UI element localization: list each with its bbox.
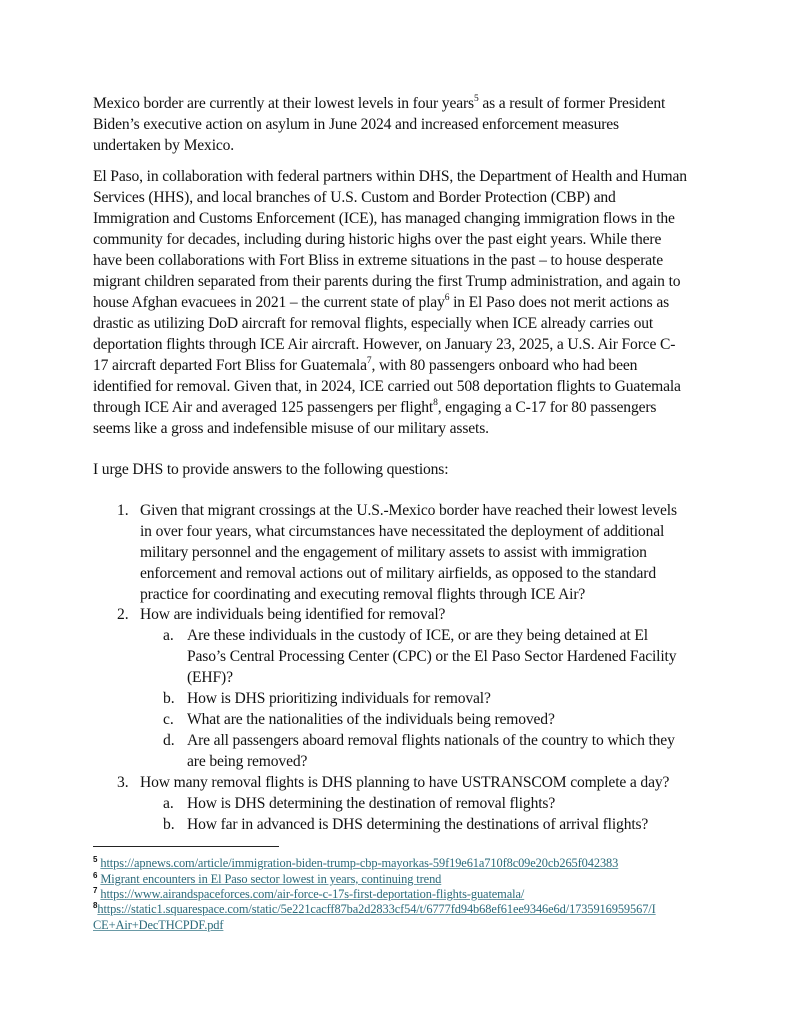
- footnote-number: 5: [93, 854, 98, 864]
- text-line: community for decades, including during historic highs over the past eight years. While there: [93, 231, 662, 248]
- list-marker: a.: [163, 627, 174, 644]
- text-line: undertaken by Mexico.: [93, 137, 235, 154]
- text-line: Given that migrant crossings at the U.S.-Mexico border have reached their lowest levels: [140, 502, 677, 519]
- text-line: Are all passengers aboard removal flights nationals of the country to which they: [187, 732, 675, 749]
- footnote-separator: [93, 846, 279, 847]
- footnote-ref-8[interactable]: 8: [433, 397, 438, 408]
- footnote-ref-7[interactable]: 7: [366, 355, 372, 366]
- list-marker: 1.: [117, 502, 129, 519]
- text-line: Are these individuals in the custody of ICE, or are they being detained at El: [187, 627, 648, 644]
- questions-intro: I urge DHS to provide answers to the following questions:: [93, 461, 449, 478]
- text-line: How is DHS prioritizing individuals for removal?: [187, 690, 491, 707]
- text-line: El Paso, in collaboration with federal partners within DHS, the Department of Health and Human: [93, 168, 687, 185]
- text-line: Immigration and Customs Enforcement (ICE), has managed changing immigration flows in the: [93, 210, 675, 227]
- footnote-link[interactable]: https://www.airandspaceforces.com/air-force-c-17s-first-deportation-flights-guatemala/: [100, 887, 525, 901]
- footnote-number: 7: [93, 885, 98, 895]
- text-line: deportation flights through ICE Air aircraft. However, on January 23, 2025, a U.S. Air Force C-: [93, 336, 676, 353]
- text-line: Paso’s Central Processing Center (CPC) or the El Paso Sector Hardened Facility: [187, 648, 677, 665]
- text-line: enforcement and removal actions out of military airfields, as opposed to the standard: [140, 565, 656, 582]
- footnote-link[interactable]: https://apnews.com/article/immigration-biden-trump-cbp-mayorkas-59f19e61a710f8c09e20cb265f042383: [100, 856, 619, 870]
- text-line: have been collaborations with Fort Bliss in extreme situations in the past – to house desperate: [93, 252, 663, 269]
- text-line: 17 aircraft departed Fort Bliss for Guatemala$^7$, with 80 passengers onboard who had been: [93, 355, 638, 374]
- text-line: Mexico border are currently at their lowest levels in four years$^5$ as a result of former President: [93, 93, 666, 112]
- footnote-ref-6[interactable]: 6: [444, 292, 450, 303]
- text-line: How far in advanced is DHS determining the destinations of arrival flights?: [187, 816, 649, 833]
- footnote-link[interactable]: Migrant encounters in El Paso sector lowest in years, continuing trend: [100, 872, 442, 886]
- list-marker: 3.: [117, 774, 129, 791]
- text-line: migrant children separated from their parents during the first Trump administration, and again to: [93, 273, 681, 290]
- text-line: through ICE Air and averaged 125 passengers per flight$^8$, engaging a C-17 for 80 passengers: [93, 397, 657, 416]
- text-line: (EHF)?: [187, 669, 233, 686]
- list-marker: d.: [163, 732, 175, 749]
- text-line: identified for removal. Given that, in 2024, ICE carried out 508 deportation flights to Guatemala: [93, 378, 681, 395]
- text-line: How many removal flights is DHS planning to have USTRANSCOM complete a day?: [140, 774, 670, 791]
- footnote-number: 6: [93, 870, 98, 880]
- footnote-8: [93, 901, 656, 917]
- list-marker: b.: [163, 690, 175, 707]
- text-line: Biden’s executive action on asylum in June 2024 and increased enforcement measures: [93, 116, 619, 133]
- footnote-ref-5[interactable]: 5: [473, 93, 479, 104]
- text-line: seems like a gross and indefensible misuse of our military assets.: [93, 420, 489, 437]
- text-line: house Afghan evacuees in 2021 – the current state of play$^6$ in El Paso does not merit actions as: [93, 292, 670, 311]
- footnote-8-continued: [93, 917, 223, 933]
- text-line: drastic as utilizing DoD aircraft for removal flights, especially when ICE already carries out: [93, 315, 654, 332]
- text-line: in over four years, what circumstances have necessitated the deployment of additional: [140, 523, 665, 540]
- list-marker: 2.: [117, 606, 129, 623]
- text-line: military personnel and the engagement of military assets to assist with immigration: [140, 544, 647, 561]
- footnote-6: [93, 871, 441, 887]
- footnote-link[interactable]: CE+Air+DecTHCPDF.pdf: [93, 918, 224, 932]
- list-marker: a.: [163, 795, 174, 812]
- text-line: How is DHS determining the destination of removal flights?: [187, 795, 556, 812]
- footnote-link[interactable]: https://static1.squarespace.com/static/5e221cacff87ba2d2833cf54/t/6777fd94b68ef61ee9346e6d/1735916959567/I: [97, 902, 656, 916]
- text-line: practice for coordinating and executing removal flights through ICE Air?: [140, 586, 586, 603]
- list-marker: b.: [163, 816, 175, 833]
- footnote-5: [93, 855, 618, 871]
- text-line: are being removed?: [187, 753, 308, 770]
- footnote-number: 8: [93, 900, 98, 910]
- text-line: Services (HHS), and local branches of U.S. Custom and Border Protection (CBP) and: [93, 189, 616, 206]
- list-marker: c.: [163, 711, 174, 728]
- text-line: What are the nationalities of the individuals being removed?: [187, 711, 555, 728]
- footnote-7: [93, 886, 524, 902]
- text-line: How are individuals being identified for removal?: [140, 606, 446, 623]
